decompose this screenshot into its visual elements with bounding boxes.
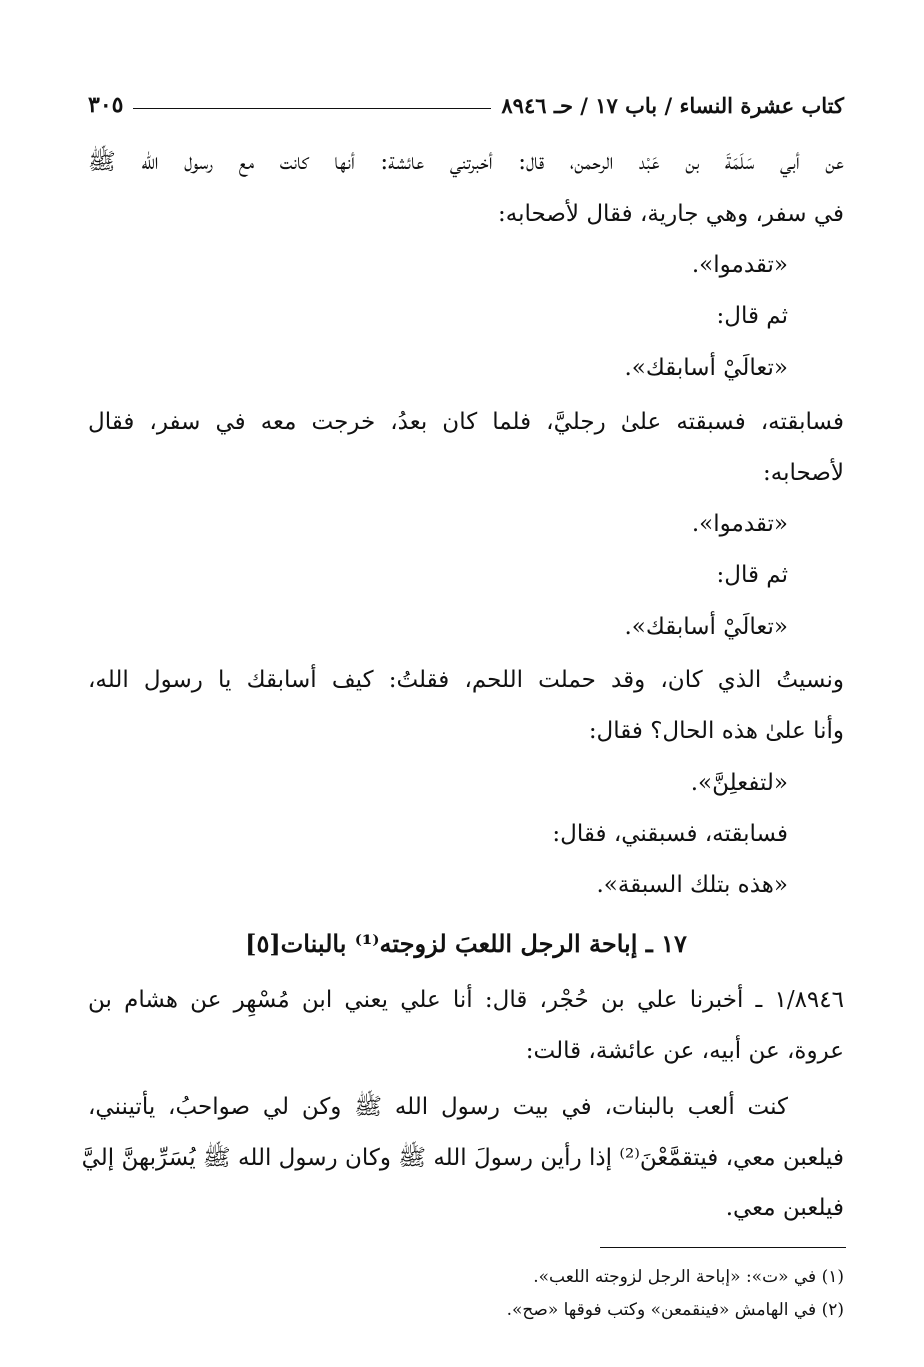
footnote-separator <box>600 1247 846 1248</box>
text-line: فسابقته، فسبقني، فقال: <box>552 821 788 847</box>
text-line: وأنا علىٰ هذه الحال؟ فقال: <box>588 718 844 744</box>
text-line: في سفر، وهي جارية، فقال لأصحابه: <box>498 201 844 227</box>
hadith-line: كنت ألعب بالبنات، في بيت رسول الله ﷺ وكن لي صواحبُ، يأتينني، <box>88 1094 788 1120</box>
hadith-line: عروة، عن أبيه، عن عائشة، قالت: <box>525 1038 844 1064</box>
running-header <box>88 84 844 118</box>
footnote: (١) في «ت»: «إباحة الرجل لزوجته اللعب». <box>533 1267 844 1287</box>
text-line: فسابقته، فسبقته علىٰ رجليَّ، فلما كان بعدُ، خرجت معه في سفر، فقال <box>88 409 844 435</box>
header-rule <box>133 108 491 109</box>
hadith-line: ١/٨٩٤٦ ـ أخبرنا علي بن حُجْر، قال: أنا علي يعني ابن مُسْهِر عن هشام بن <box>88 987 844 1013</box>
text-line: ثم قال: <box>716 562 788 588</box>
text-line: «تعالَيْ أسابقك». <box>624 614 788 640</box>
page-number: ٣٠٥ <box>88 92 124 118</box>
header-title: كتاب عشرة النساء / باب ١٧ / حـ ٨٩٤٦ <box>501 93 844 118</box>
text-line: «لتفعلِنَّ». <box>690 770 788 796</box>
text-line: «تقدموا». <box>691 511 788 537</box>
text-line: لأصحابه: <box>763 460 844 486</box>
text-line: «تقدموا». <box>691 252 788 278</box>
text-line: «تعالَيْ أسابقك». <box>624 355 788 381</box>
footnote: (٢) في الهامش «فينقمعن» وكتب فوقها «صح». <box>506 1300 844 1320</box>
text-line: عن أبي سَلَمَةَ بن عَبْد الرحمن، قال: أخبرتني عائشة: أنها كانت مع رسول الله ﷺ <box>88 149 844 175</box>
hadith-line: فيلعبن معي. <box>725 1195 844 1221</box>
text-line: ثم قال: <box>716 303 788 329</box>
text-line: ونسيتُ الذي كان، وقد حملت اللحم، فقلتُ: كيف أسابقك يا رسول الله، <box>88 667 844 693</box>
section-heading: ١٧ ـ إباحة الرجل اللعبَ لزوجته⁽¹⁾ بالبنات[٥] <box>245 929 687 958</box>
text-line: «هذه بتلك السبقة». <box>596 872 788 898</box>
hadith-line: فيلعبن معي، فيتقمَّعْنَ⁽²⁾ إذا رأين رسولَ الله ﷺ وكان رسول الله ﷺ يُسَرِّبهنَّ إليَّ <box>81 1145 844 1171</box>
